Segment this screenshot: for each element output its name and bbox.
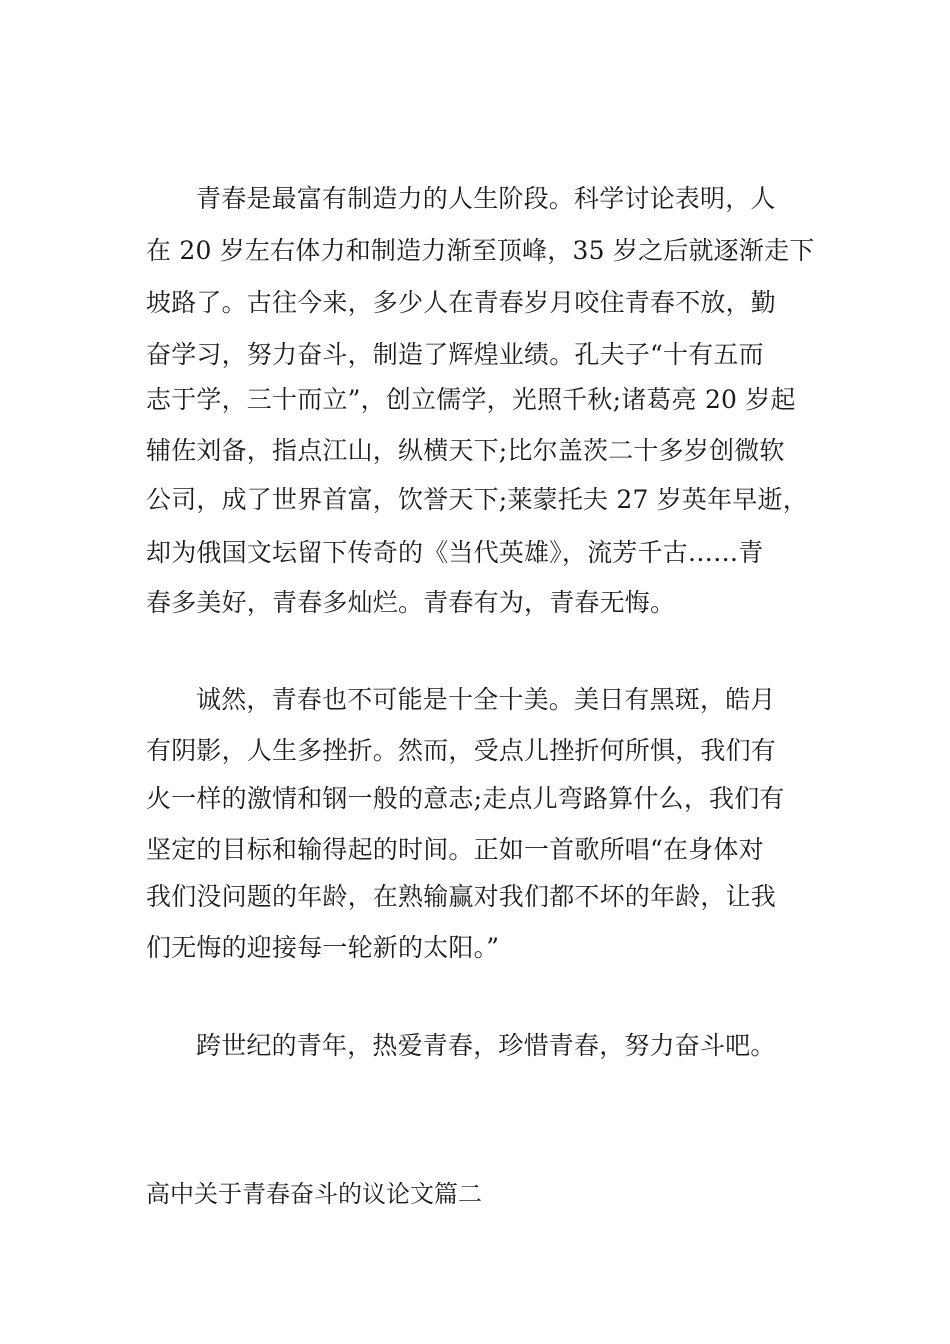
paragraph-line: 火一样的激情和钢一般的意志;走点儿弯路算什么，我们有 <box>146 784 785 813</box>
paragraph-line: 在 20 岁左右体力和制造力渐至顶峰，35 岁之后就逐渐走下 <box>146 236 815 265</box>
paragraph-line: 奋学习，努力奋斗，制造了辉煌业绩。孔夫子“十有五而 <box>146 340 764 369</box>
paragraph-line: 春多美好，青春多灿烂。青春有为，青春无悔。 <box>146 588 676 617</box>
paragraph-line: 我们没问题的年龄，在熟输赢对我们都不坏的年龄，让我 <box>146 882 777 911</box>
section-heading: 高中关于青春奋斗的议论文篇二 <box>146 1180 482 1208</box>
paragraph-line: 们无悔的迎接每一轮新的太阳。” <box>146 933 500 962</box>
paragraph-line: 跨世纪的青年，热爱青春，珍惜青春，努力奋斗吧。 <box>196 1031 776 1060</box>
paragraph-line: 青春是最富有制造力的人生阶段。科学讨论表明，人 <box>196 184 776 213</box>
paragraph-line: 坚定的目标和输得起的时间。正如一首歌所唱“在身体对 <box>146 835 764 864</box>
paragraph-line: 志于学，三十而立”，创立儒学，光照千秋;诸葛亮 20 岁起 <box>146 385 796 414</box>
paragraph-line: 坡路了。古往今来，多少人在青春岁月咬住青春不放，勤 <box>146 288 777 317</box>
paragraph-line: 诚然，青春也不可能是十全十美。美日有黑斑，皓月 <box>196 685 776 714</box>
paragraph-line: 辅佐刘备，指点江山，纵横天下;比尔盖茨二十多岁创微软 <box>146 436 785 465</box>
paragraph-line: 公司，成了世界首富，饮誉天下;莱蒙托夫 27 岁英年早逝， <box>146 485 808 514</box>
paragraph-line: 有阴影，人生多挫折。然而，受点儿挫折何所惧，我们有 <box>146 736 777 765</box>
paragraph-line: 却为俄国文坛留下传奇的《当代英雄》，流芳千古……青 <box>146 538 764 567</box>
